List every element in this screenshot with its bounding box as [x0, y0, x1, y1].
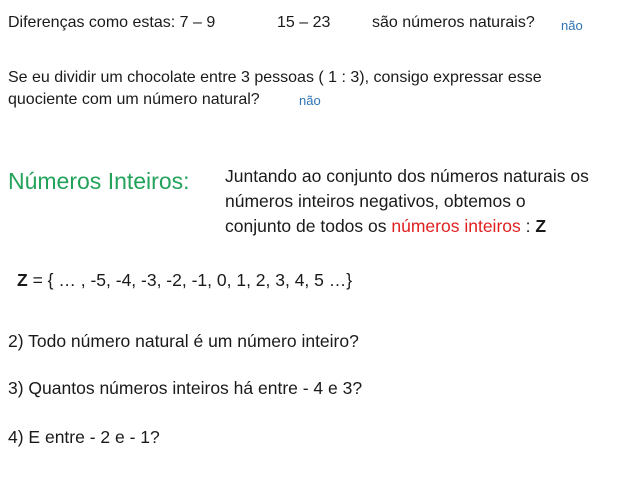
definition-symbol: Z — [535, 216, 547, 236]
definition-line3-prefix: conjunto de todos os — [225, 216, 387, 236]
question-1-answer: não — [561, 18, 583, 33]
definition-highlight: números inteiros — [391, 216, 521, 236]
chocolate-question-line1: Se eu dividir um chocolate entre 3 pessoas ( 1 : 3), consigo expressar esse — [8, 69, 542, 86]
integer-set-elements: = { … , -5, -4, -3, -2, -1, 0, 1, 2, 3, 4, 5 …} — [32, 270, 353, 290]
question-4: 4) E entre - 2 e - 1? — [8, 427, 160, 447]
question-2: 2) Todo número natural é um número inteiro? — [8, 331, 359, 351]
chocolate-question-line2: quociente com um número natural? — [8, 91, 260, 108]
definition-line2: números inteiros negativos, obtemos o — [225, 191, 526, 211]
definition-separator: : — [525, 216, 531, 236]
definition-line1: Juntando ao conjunto dos números naturais os — [225, 166, 589, 186]
integer-set — [17, 269, 352, 291]
section-title: Números Inteiros: — [8, 168, 190, 194]
chocolate-question-answer: não — [299, 93, 321, 108]
question-1-expression: 15 – 23 — [277, 14, 331, 31]
question-1-text: Diferenças como estas: 7 – 9 — [8, 14, 216, 31]
question-1-question: são números naturais? — [372, 14, 535, 31]
question-3: 3) Quantos números inteiros há entre - 4 e 3? — [8, 378, 363, 398]
question-1 — [8, 13, 215, 33]
definition-line3 — [225, 215, 546, 237]
integer-set-symbol: Z — [17, 270, 28, 290]
